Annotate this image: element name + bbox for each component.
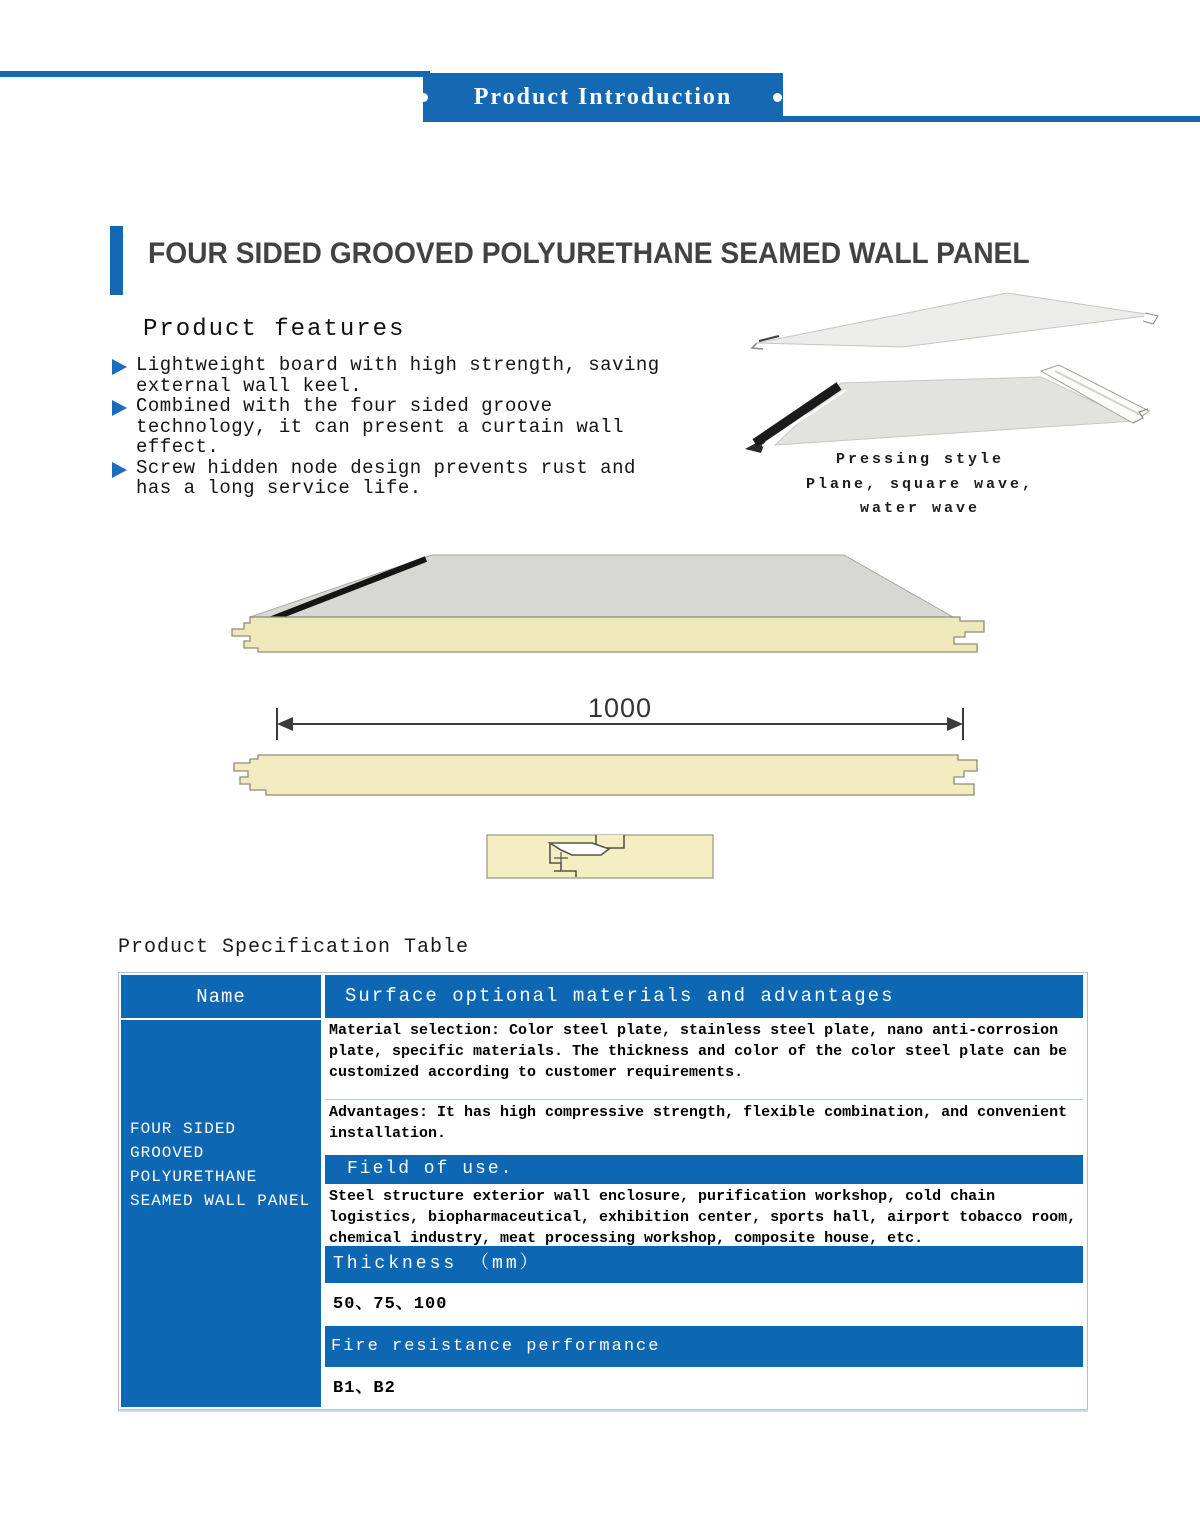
thickness-value: 50、75、100	[333, 1295, 448, 1314]
bullet-triangle-icon	[112, 462, 127, 478]
feature-line: technology, it can present a curtain wall	[136, 415, 624, 438]
feature-line: Combined with the four sided groove	[136, 395, 553, 417]
table-cell-thickness	[325, 1284, 1083, 1325]
table-cell-product-name	[121, 1020, 321, 1407]
table-cell-fire-resistance	[325, 1369, 1083, 1407]
panel-diagram	[220, 540, 1010, 900]
table-cell-material	[325, 1018, 1083, 1100]
feature-item	[112, 458, 732, 499]
table-header-surface: Surface optional materials and advantages	[325, 975, 1083, 1018]
field-text: Steel structure exterior wall enclosure, purification workshop, cold chain logistics, biopharmaceutical, exhibition center, sports hall, airport tobacco room, chemical industry, meat processing workshop, composite house, etc.	[329, 1188, 1077, 1245]
table-cell-field-of-use	[325, 1184, 1083, 1245]
feature-line: has a long service life.	[136, 477, 422, 499]
material-text: Material selection: Color steel plate, stainless steel plate, nano anti-corrosion plate, specific materials. The thickness and color of the color steel plate can be customized according to customer requirements.	[329, 1022, 1068, 1081]
banner-line-right	[783, 116, 1200, 122]
fire-value: B1、B2	[333, 1379, 396, 1398]
heading-accent-bar	[110, 226, 123, 295]
advantages-text: Advantages: It has high compressive strength, flexible combination, and convenient installation.	[329, 1104, 1068, 1142]
product-name-line: FOUR SIDED	[130, 1120, 237, 1138]
feature-line: Screw hidden node design prevents rust and	[136, 456, 636, 479]
features-list	[112, 355, 732, 499]
feature-line: external wall keel.	[136, 374, 363, 397]
table-header-fire-resistance: Fire resistance performance	[325, 1326, 1083, 1367]
banner-title: Product Introduction	[473, 84, 733, 110]
feature-line: effect.	[136, 436, 220, 458]
feature-line: Lightweight board with high strength, saving	[136, 354, 660, 376]
banner-line-left	[0, 71, 430, 77]
features-title: Product features	[143, 316, 406, 343]
table-header-field-of-use: Field of use.	[325, 1155, 1083, 1184]
table-cell-advantages	[325, 1100, 1083, 1153]
spec-table-title: Product Specification Table	[118, 936, 470, 959]
pressing-line: water wave	[859, 500, 980, 517]
bullet-triangle-icon	[112, 359, 127, 375]
feature-text	[136, 458, 636, 499]
product-name-line: SEAMED WALL PANEL	[130, 1192, 311, 1210]
banner-dot-left-icon	[419, 93, 428, 102]
feature-text	[136, 396, 624, 458]
feature-text	[136, 355, 660, 396]
feature-item	[112, 355, 732, 396]
pressing-style-caption	[770, 448, 1070, 522]
product-name-line: GROOVED	[130, 1144, 205, 1162]
feature-item	[112, 396, 732, 458]
panel-illustration	[745, 265, 1165, 465]
dimension-label: 1000	[587, 693, 653, 723]
product-name-line: POLYURETHANE	[130, 1168, 258, 1186]
pressing-line: Pressing style	[835, 451, 1005, 468]
banner	[423, 73, 783, 122]
table-header-name: Name	[121, 975, 321, 1018]
pressing-line: Plane, square wave,	[805, 475, 1035, 493]
table-header-thickness: Thickness （mm）	[325, 1246, 1083, 1283]
page-title: FOUR SIDED GROOVED POLYURETHANE SEAMED WALL PANEL	[148, 237, 1030, 270]
spec-table	[118, 972, 1088, 1410]
banner-dot-right-icon	[773, 93, 782, 102]
bullet-triangle-icon	[112, 400, 127, 416]
